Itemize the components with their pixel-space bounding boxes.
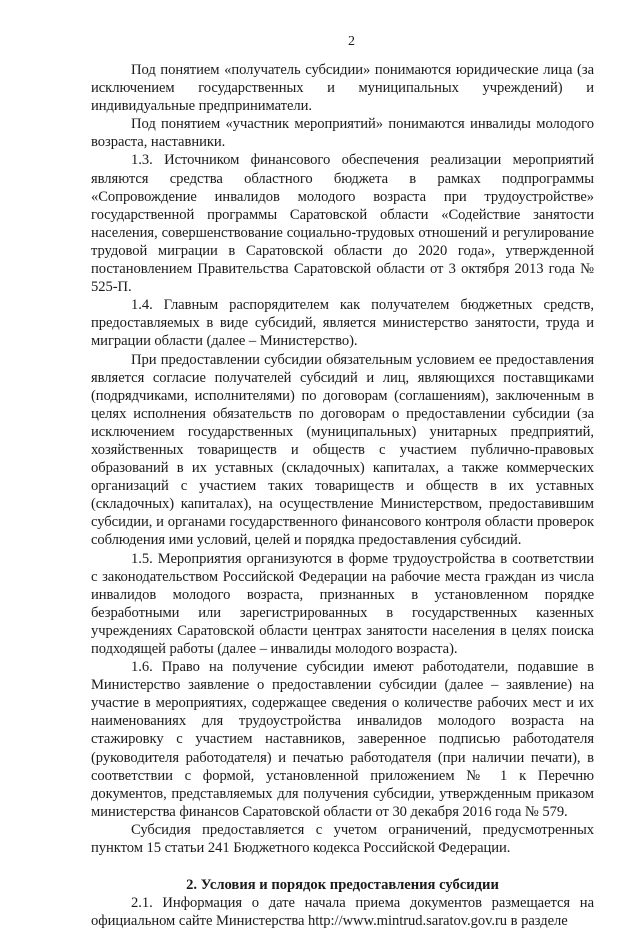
paragraph-participant-definition: Под понятием «участник мероприятий» понимаются инвалиды молодого возраста, наставники. <box>91 116 594 151</box>
section-heading-2: 2. Условия и порядок предоставления субсидии <box>186 877 499 894</box>
paragraph-1-3-funding-source: 1.3. Источником финансового обеспечения реализации мероприятий являются средства областного бюджета в рамках подпрограммы «Сопровождение инвалидов молодого возраста при трудоустройстве» государственной программы Саратовской области «Содействие занятости населения, совершенствование социально-трудовых отношений и регулирование трудовой миграции в Саратовской области до 2020 года», утвержденной постановлением Правительства Саратовской области от 3 октября 2013 года № 525-П. <box>91 152 594 296</box>
paragraph-2-1-information: 2.1. Информация о дате начала приема документов размещается на официальном сайте Министерства http://www.mintrud.saratov.gov.ru в разделе <box>91 895 594 930</box>
paragraph-1-5-activities: 1.5. Мероприятия организуются в форме трудоустройства в соответствии с законодательством Российской Федерации на рабочие места граждан из числа инвалидов молодого возраста, признанных в установленном порядке безработными или зарегистрированных в государственных казенных учреждениях Саратовской области центрах занятости населения в целях поиска подходящей работы (далее – инвалиды молодого возраста). <box>91 550 594 657</box>
paragraph-1-4-main-administrator: 1.4. Главным распорядителем как получателем бюджетных средств, предоставляемых в виде субсидий, является министерство занятости, труда и миграции области (далее – Министерство). <box>91 297 594 350</box>
paragraph-recipient-definition: Под понятием «получатель субсидии» понимаются юридические лица (за исключением государственных и муниципальных учреждений) и индивидуальные предприниматели. <box>91 62 594 115</box>
page-number: 2 <box>348 34 355 49</box>
paragraph-mandatory-condition: При предоставлении субсидии обязательным условием ее предоставления является согласие получателей субсидий и лиц, являющихся поставщиками (подрядчиками, исполнителями) по договорам (соглашениям), заключенным в целях исполнения обязательств по договорам о предоставлении субсидии (за исключением государственных (муниципальных) унитарных предприятий, хозяйственных товариществ и обществ с участием публично-правовых образований в их уставных (складочных) капиталах, а также коммерческих организаций с участием таких товариществ и обществ в их уставных (складочных) капиталах), на осуществление Министерством, предоставившим субсидии, и органами государственного финансового контроля области проверок соблюдения ими условий, целей и порядка предоставления субсидий. <box>91 351 594 549</box>
paragraph-subsidy-restrictions: Субсидия предоставляется с учетом ограничений, предусмотренных пунктом 15 статьи 241 Бюджетного кодекса Российской Федерации. <box>91 821 594 857</box>
paragraph-1-6-eligibility: 1.6. Право на получение субсидии имеют работодатели, подавшие в Министерство заявление о предоставлении субсидии (далее – заявление) на участие в мероприятиях, содержащее сведения о количестве рабочих мест и их наименованиях для трудоустройства инвалидов молодого возраста на стажировку с участием наставников, заверенное подписью работодателя (руководителя работодателя) и печатью работодателя (при наличии печати), в соответствии с формой, установленной приложением № 1 к Перечню документов, представляемых для получения субсидии, утвержденным приказом министерства финансов Саратовской области от 30 декабря 2016 года № 579. <box>91 659 594 820</box>
